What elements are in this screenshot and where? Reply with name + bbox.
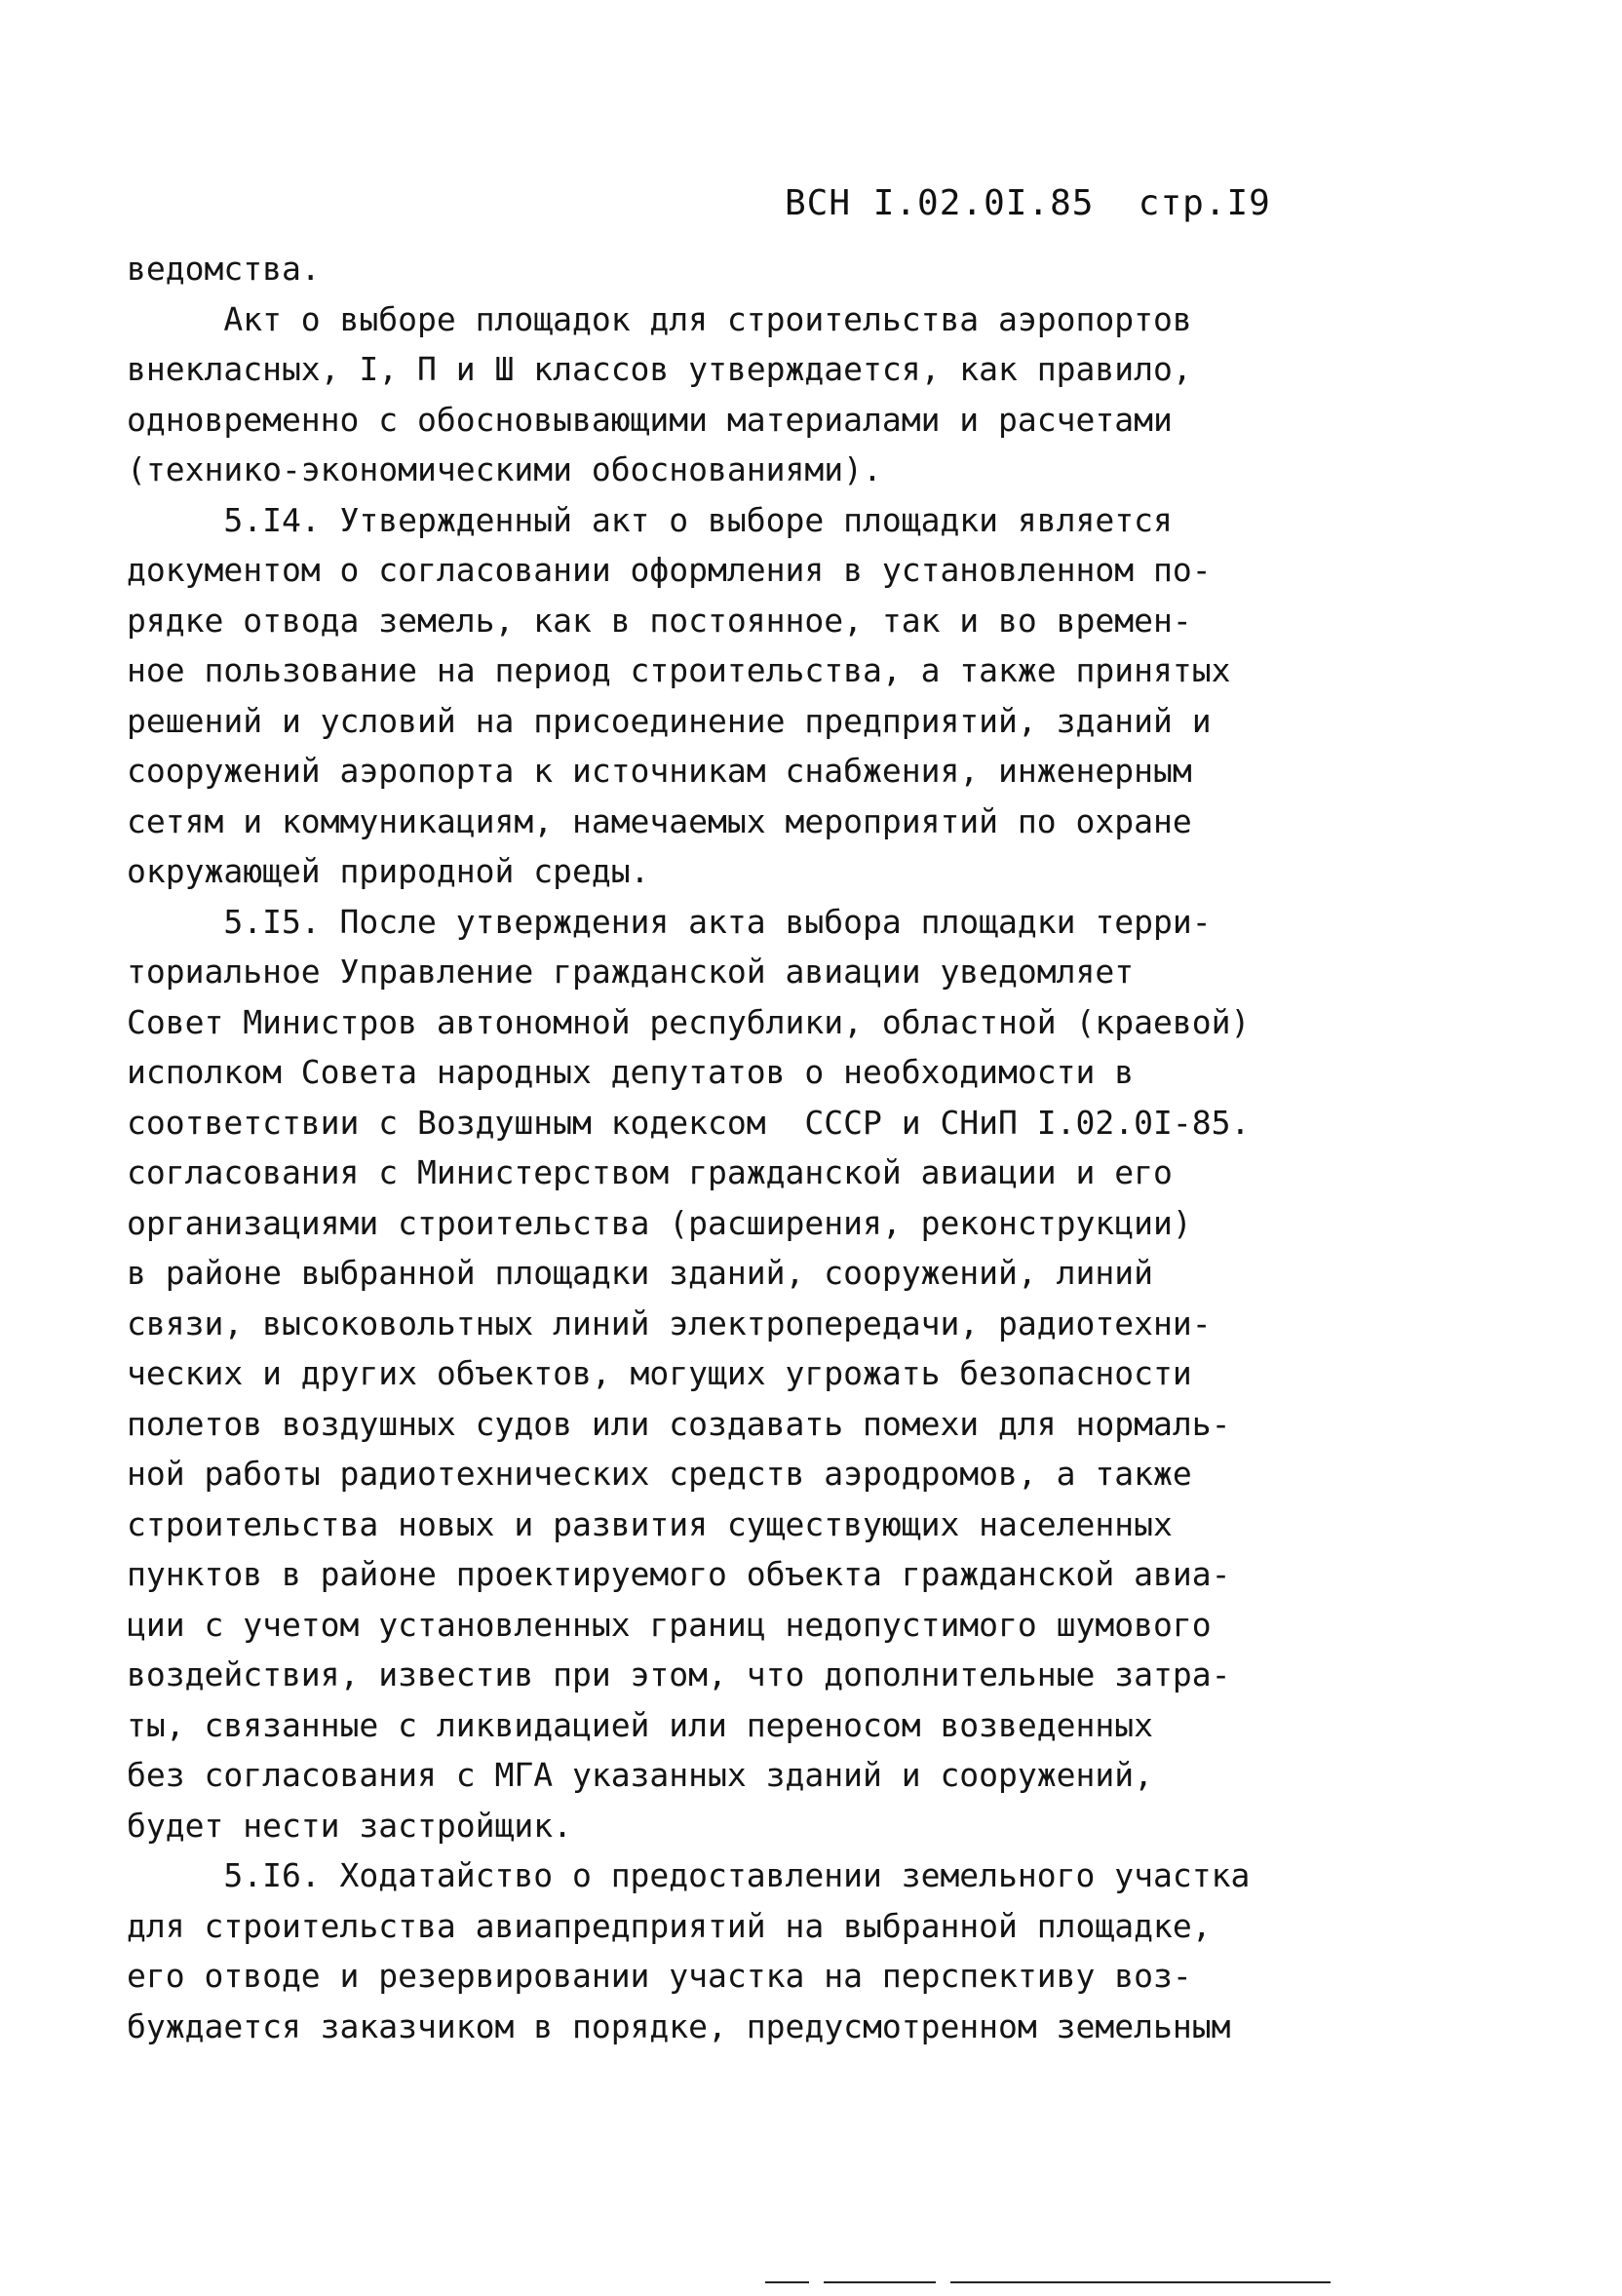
text-line: одновременно с обосновывающими материалами и расчетами xyxy=(127,400,1173,439)
text-line: Акт о выборе площадок для строительства аэропортов xyxy=(127,299,1192,338)
document-code: ВСН I.02.0I.85 xyxy=(785,183,1095,223)
text-line: внекласных, I, П и Ш классов утверждается, как правило, xyxy=(127,350,1192,388)
text-line: без согласования с МГА указанных зданий и сооружений, xyxy=(127,1756,1153,1794)
text-line: ведомства. xyxy=(127,250,321,288)
text-line: строительства новых и развития существующих населенных xyxy=(127,1504,1173,1543)
text-line: сетям и коммуникациям, намечаемых мероприятий по охране xyxy=(127,801,1192,840)
text-line: сооружений аэропорта к источникам снабжения, инженерным xyxy=(127,752,1192,790)
text-line: для строительства авиапредприятий на выбранной площадке, xyxy=(127,1906,1212,1945)
text-line: Совет Министров автономной республики, областной (краевой) xyxy=(127,1002,1251,1041)
page-header xyxy=(785,183,1271,223)
text-line: соответствии с Воздушным кодексом СССР и СНиП I.02.0I-85. xyxy=(127,1103,1251,1142)
text-line: 5.I4. Утвержденный акт о выборе площадки является xyxy=(127,500,1173,539)
text-line: в районе выбранной площадки зданий, сооружений, линий xyxy=(127,1254,1153,1292)
text-line: 5.I5. После утверждения акта выбора площадки терри- xyxy=(127,902,1212,941)
text-line: организациями строительства (расширения, реконструкции) xyxy=(127,1203,1192,1242)
text-line: ториальное Управление гражданской авиации уведомляет xyxy=(127,953,1135,991)
body-text xyxy=(127,244,1326,2051)
text-line: 5.I6. Ходатайство о предоставлении земельного участка xyxy=(127,1856,1251,1894)
text-line: буждается заказчиком в порядке, предусмотренном земельным xyxy=(127,2006,1231,2045)
text-line: (технико-экономическими обоснованиями). xyxy=(127,450,882,488)
text-line: согласования с Министерством гражданской авиации и его xyxy=(127,1153,1173,1191)
text-line: окружающей природной среды. xyxy=(127,852,650,890)
text-line: полетов воздушных судов или создавать помехи для нормаль- xyxy=(127,1404,1231,1443)
text-line: ческих и других объектов, могущих угрожать безопасности xyxy=(127,1354,1192,1392)
page-number: стр.I9 xyxy=(1138,183,1271,223)
text-line: ты, связанные с ликвидацией или переносом возведенных xyxy=(127,1705,1153,1744)
text-line: документом о согласовании оформления в установленном по- xyxy=(127,551,1212,589)
text-line: решений и условий на присоединение предприятий, зданий и xyxy=(127,701,1212,740)
text-line: исполком Совета народных депутатов о необходимости в xyxy=(127,1053,1135,1091)
footer-rule-segment xyxy=(765,2281,809,2283)
footer-rule-segment xyxy=(824,2281,936,2283)
text-line: будет нести застройщик. xyxy=(127,1806,572,1845)
text-line: связи, высоковольтных линий электропередачи, радиотехни- xyxy=(127,1304,1212,1343)
text-line: рядке отвода земель, как в постоянное, так и во времен- xyxy=(127,601,1192,640)
text-line: ции с учетом установленных границ недопустимого шумового xyxy=(127,1605,1212,1644)
text-line: пунктов в районе проектируемого объекта гражданской авиа- xyxy=(127,1555,1231,1593)
text-line: воздействия, известив при этом, что дополнительные затра- xyxy=(127,1655,1231,1693)
text-line: его отводе и резервировании участка на перспективу воз- xyxy=(127,1957,1192,1995)
text-line: ной работы радиотехнических средств аэродромов, а также xyxy=(127,1455,1192,1493)
text-line: ное пользование на период строительства, а также принятых xyxy=(127,651,1231,689)
footer-rule-segment xyxy=(950,2281,1331,2283)
